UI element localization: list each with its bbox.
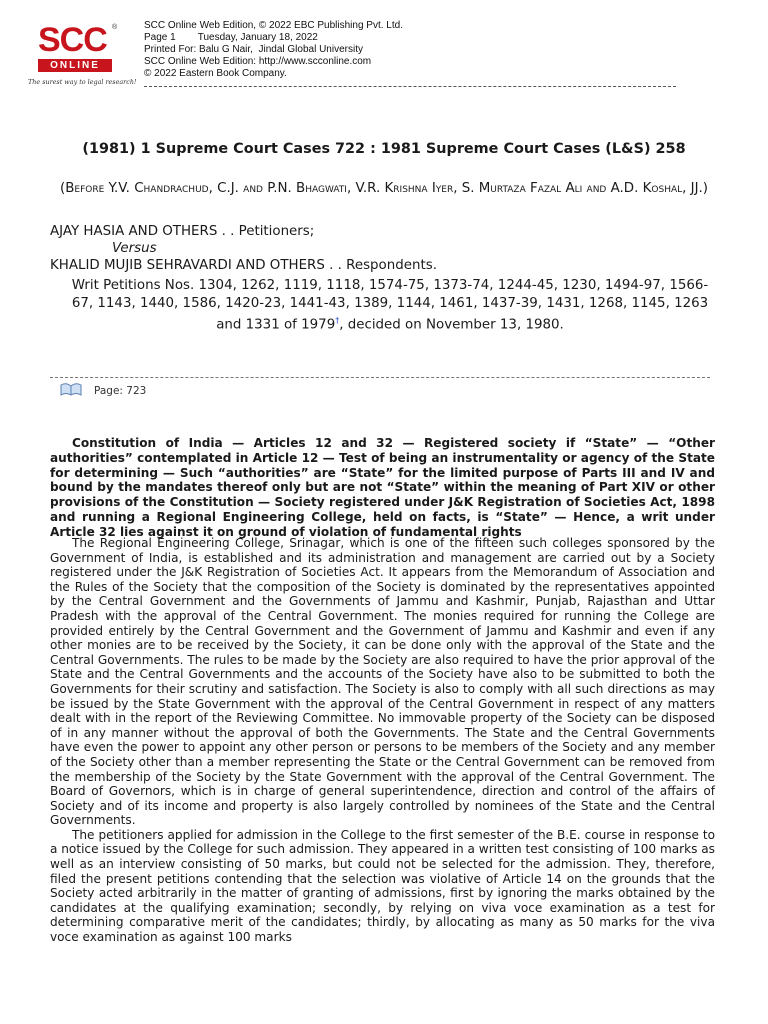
scc-online-logo [28, 22, 138, 92]
versus-label: Versus [112, 241, 157, 256]
page-number: Page: 723 [94, 385, 147, 397]
respondents: KHALID MUJIB SEHRAVARDI AND OTHERS . . Respondents. [50, 258, 437, 273]
print-metadata [144, 20, 403, 80]
writ-text: Writ Petitions Nos. 1304, 1262, 1119, 1118, 1574-75, 1373-74, 1244-45, 1230, 1494-97, 1566-67, 1143, 1440, 1586, 1420-23, 1441-43, 1389, 1144, 1461, 1437-39, 1431, 1268, 1145, 1263 and 1331 of 1979 [71, 278, 709, 333]
header-divider [144, 86, 676, 87]
petitioners: AJAY HASIA AND OTHERS . . Petitioners; [50, 224, 315, 239]
paragraph: The Regional Engineering College, Srinagar, which is one of the fifteen such colleges sponsored by the Government of India, is established and its administration and management are carried out by a Society registered under the J&K Registration of Societies Act. It appears from the Memorandum of Association and the Rules of the Society that the composition of the Society is dominated by the representatives appointed by the Central Government and the Governments of Jammu and Kashmir, Punjab, Rajasthan and Uttar Pradesh with the approval of the Central Government. The monies required for running the College are provided entirely by the Central Government and the Government of Jammu and Kashmir and even if any other monies are to be received by the Society, it can be done only with the approval of the State and the Central Governments. The rules to be made by the Society are also required to have the prior approval of the State and the Central Governments and the accounts of the Society have also to be submitted to both the Governments for their scrutiny and satisfaction. The Society is also to comply with all such directions as may be issued by the State Government with the approval of the Central Government in respect of any matters dealt with in the report of the Reviewing Committee. No immovable property of the Society can be disposed of in any manner without the approval of both the Governments. The State and the Central Governments have even the power to appoint any other person or persons to be members of the Society and any member of the Society other than a member representing the State or the Central Government can be removed from the membership of the Society by the State Government with the approval of the Central Government. The Board of Governors, which is in charge of general superintendence, direction and control of the affairs of Society and of its income and property is also largely controlled by nominees of the State and the Central Governments. [50, 536, 715, 828]
bench-composition: (Before Y.V. Chandrachud, C.J. and P.N. Bhagwati, V.R. Krishna Iyer, S. Murtaza Fazal Ali and A.D. Koshal, JJ.) [59, 181, 709, 196]
footnote-link[interactable]: † [335, 316, 340, 326]
logo-tagline: The surest way to legal research! [28, 78, 137, 86]
headnote: Constitution of India — Articles 12 and 32 — Registered society if “State” — “Other authorities” contemplated in Article 12 — Test of being an instrumentality or agency of the State for determining — Such “authorities” are “State” for the limited purpose of Parts III and IV and bound by the mandates thereof only but are not “State” within the meaning of Part XIV or other provisions of the Constitution — Society registered under J&K Registration of Societies Act, 1898 and running a Regional Engineering College, held on facts, is “State” — Hence, a writ under Article 32 lies against it on ground of violation of fundamental rights [50, 436, 715, 539]
page-break-divider [50, 377, 710, 378]
judgment-body [50, 536, 715, 945]
meta-line-printed-for: Printed For: Balu G Nair, Jindal Global University [144, 44, 363, 55]
meta-line-page-date: Page 1 Tuesday, January 18, 2022 [144, 32, 318, 43]
page-marker [60, 382, 146, 398]
case-parties [50, 223, 730, 274]
logo-band: ONLINE [38, 59, 112, 72]
meta-line-copyright: SCC Online Web Edition, © 2022 EBC Publishing Pvt. Ltd. [144, 20, 403, 31]
document-header [28, 20, 718, 96]
writ-decided-date: , decided on November 13, 1980. [339, 317, 564, 333]
open-book-icon [60, 382, 82, 400]
writ-petitions [70, 277, 710, 334]
logo-registered-mark: ® [112, 24, 118, 31]
paragraph: The petitioners applied for admission in the College to the first semester of the B.E. course in response to a notice issued by the College for such admission. They appeared in a written test consisting of 100 marks as well as an interview consisting of 50 marks, but could not be selected for the admission. They, therefore, filed the present petitions contending that the selection was violative of Article 14 on the grounds that the Society acted arbitrarily in the matter of granting of admissions, first by ignoring the marks obtained by the candidates at the qualifying examination; secondly, by relying on viva voce examination as a test for determining comparative merit of the candidates; thirdly, by allocating as many as 50 marks for the viva voce examination as against 100 marks [50, 827, 715, 945]
logo-brand: SCC [38, 21, 107, 59]
meta-line-website: SCC Online Web Edition: http://www.scconline.com [144, 56, 372, 67]
citation-title: (1981) 1 Supreme Court Cases 722 : 1981 Supreme Court Cases (L&S) 258 [82, 141, 686, 157]
meta-line-ebc: © 2022 Eastern Book Company. [144, 68, 287, 79]
